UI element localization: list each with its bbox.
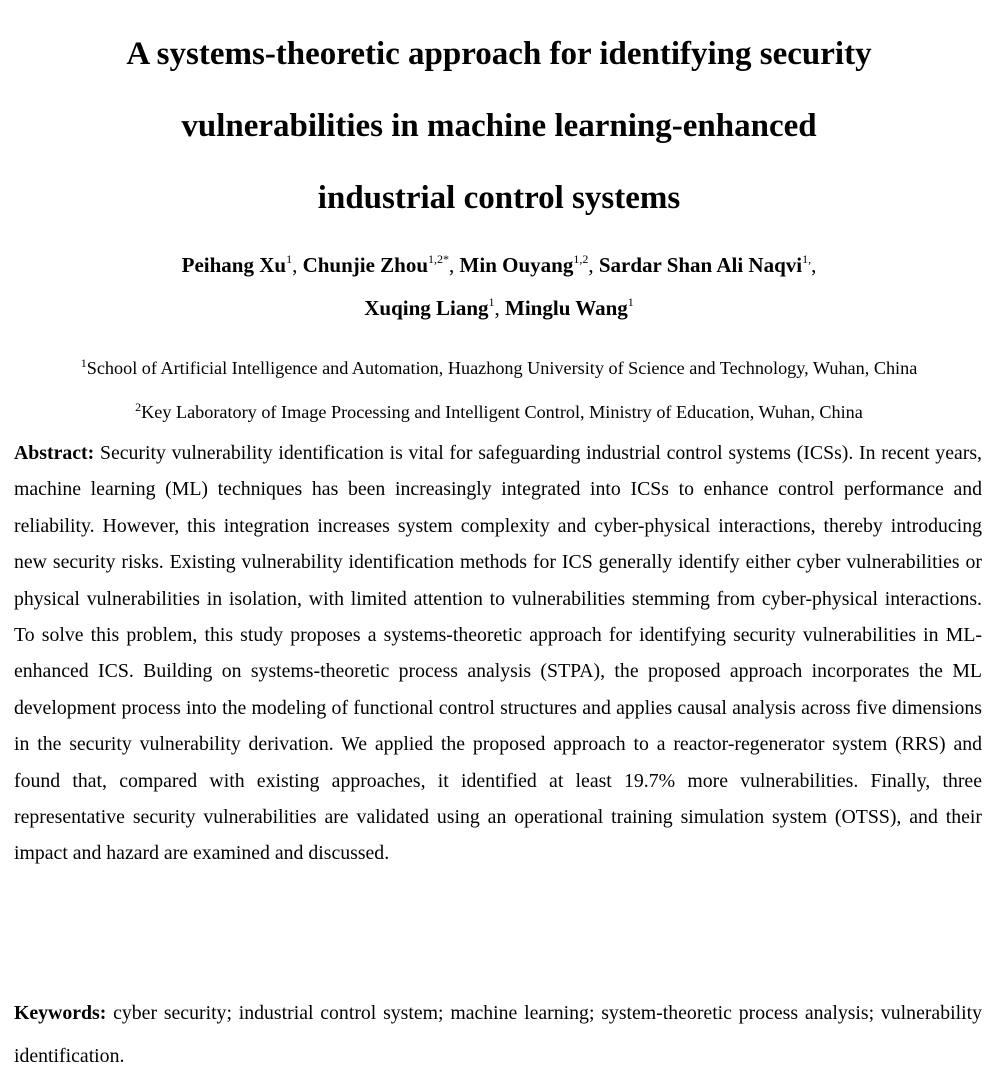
- affiliation-1: [0, 356, 998, 380]
- affiliation-text: Key Laboratory of Image Processing and Intelligent Control, Ministry of Education, Wuhan, China: [141, 402, 863, 422]
- author-affil-mark: 1,: [802, 252, 812, 266]
- author-affil-mark: 1: [488, 295, 495, 309]
- author-affil-mark: 1: [286, 252, 293, 266]
- author-separator: ,: [494, 296, 506, 320]
- paper-title: [0, 18, 998, 234]
- author-line-2: [0, 287, 998, 330]
- author-name: Minglu Wang: [505, 296, 628, 320]
- author-separator: ,: [811, 253, 817, 277]
- author-separator: ,: [588, 253, 599, 277]
- title-line-3: industrial control systems: [317, 180, 681, 216]
- author-min-ouyang: [460, 253, 589, 277]
- abstract-label: Abstract:: [14, 442, 95, 464]
- author-affil-mark: 1,2: [573, 252, 589, 266]
- affiliation-text: School of Artificial Intelligence and Automation, Huazhong University of Science and Technology, Wuhan, China: [86, 358, 918, 378]
- author-separator: ,: [449, 253, 460, 277]
- affiliation-2: [0, 400, 998, 424]
- author-name: Min Ouyang: [459, 253, 574, 277]
- abstract-text: Security vulnerability identification is vital for safeguarding industrial control systems (ICSs). In recent years, machine learning (ML) techniques has been increasingly integrated into ICSs to enhance control performance and reliability. However, this integration increases system complexity and cyber-physical interactions, thereby introducing new security risks. Existing vulnerability identification methods for ICS generally identify either cyber vulnerabilities or physical vulnerabilities in isolation, with limited attention to vulnerabilities stemming from cyber-physical interactions. To solve this problem, this study proposes a systems-theoretic approach for identifying security vulnerabilities in ML-enhanced ICS. Building on systems-theoretic process analysis (STPA), the proposed approach incorporates the ML development process into the modeling of functional control structures and applies causal analysis across five dimensions in the security vulnerability derivation. We applied the proposed approach to a reactor-regenerator system (RRS) and found that, compared with existing approaches, it identified at least 19.7% more vulnerabilities. Finally, three representative security vulnerabilities are validated using an operational training simulation system (OTSS), and their impact and hazard are examined and discussed.: [14, 442, 982, 865]
- keywords-label: Keywords:: [14, 1002, 107, 1024]
- keywords-text: cyber security; industrial control system; machine learning; system-theoretic process analysis; vulnerability identification.: [14, 1002, 982, 1067]
- affiliation-mark: 2: [135, 400, 142, 414]
- title-line-1: A systems-theoretic approach for identifying security: [126, 36, 872, 72]
- author-name: Peihang Xu: [181, 253, 287, 277]
- author-list: [0, 244, 998, 330]
- title-line-2: vulnerabilities in machine learning-enhanced: [181, 108, 817, 144]
- author-name: Sardar Shan Ali Naqvi: [598, 253, 803, 277]
- keywords: [14, 992, 982, 1078]
- author-name: Chunjie Zhou: [302, 253, 429, 277]
- author-xuqing-liang: [364, 296, 494, 320]
- author-affil-mark: 1: [627, 295, 634, 309]
- author-chunjie-zhou: [303, 253, 449, 277]
- author-line-1: [0, 244, 998, 287]
- author-separator: ,: [292, 253, 303, 277]
- affiliation-mark: 1: [80, 356, 87, 370]
- author-peihang-xu: [182, 253, 292, 277]
- author-affil-mark: 1,2*: [428, 252, 450, 266]
- abstract: [14, 435, 982, 872]
- author-minglu-wang: [505, 296, 634, 320]
- author-sardar-shan-ali-naqvi: [599, 253, 811, 277]
- author-name: Xuqing Liang: [364, 296, 489, 320]
